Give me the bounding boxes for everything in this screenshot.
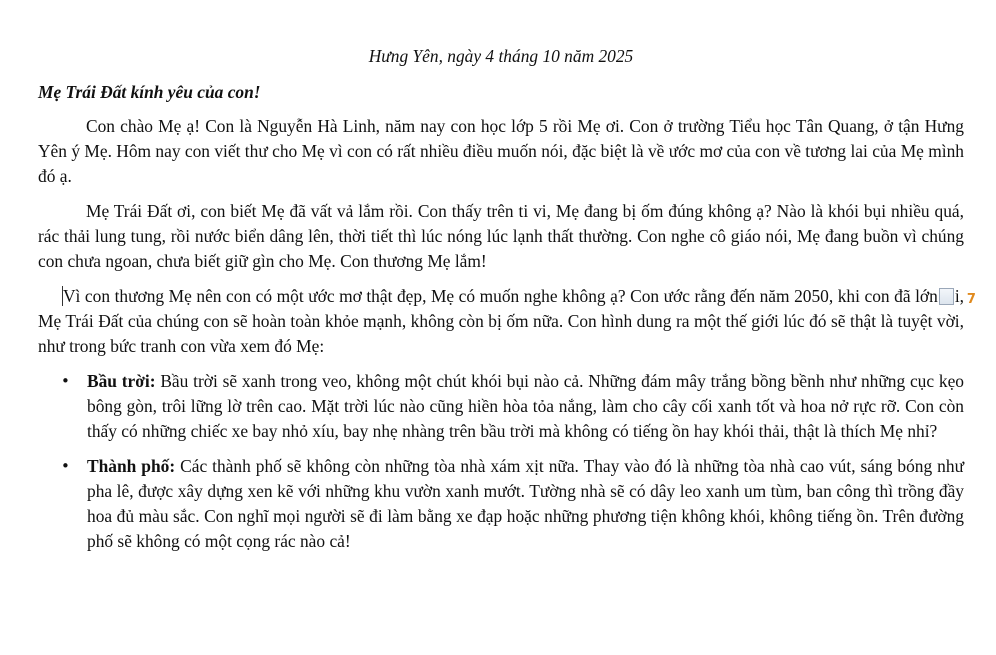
paragraph-dream-part-2: Mẹ Trái Đất của chúng con sẽ hoàn toàn khỏe mạnh, không còn bị ốm nữa. Con hình dung ra một thế giới lúc đó sẽ thật là tuyệt vời, như trong bức tranh con vừa xem đó Mẹ:	[38, 311, 964, 356]
keycap-seven-icon	[939, 288, 954, 305]
letter-salutation: Mẹ Trái Đất kính yêu của con!	[38, 82, 261, 102]
list-item-term: Bầu trời:	[87, 371, 156, 391]
list-item-text: Các thành phố sẽ không còn những tòa nhà xám xịt nữa. Thay vào đó là những tòa nhà cao vút, sáng bóng như pha lê, được xây dựng xen kẽ với những khu vườn xanh mướt. Tường nhà sẽ có dây leo xanh um tùm, ban công thì trồng đầy hoa đủ màu sắc. Con nghĩ mọi người sẽ đi làm bằng xe đạp hoặc những phương tiện không khói, không tiếng ồn. Trên đường phố sẽ không có một cọng rác nào cả!	[87, 456, 964, 551]
paragraph-earth-sick: Mẹ Trái Đất ơi, con biết Mẹ đã vất vả lắm rồi. Con thấy trên ti vi, Mẹ đang bị ốm đúng không ạ? Nào là khói bụi nhiều quá, rác thải lung tung, rồi nước biển dâng lên, thời tiết thì lúc nóng lúc lạnh thất thường. Con nghe cô giáo nói, Mẹ đang buồn vì chúng con chưa ngoan, chưa biết giữ gìn cho Mẹ. Con thương Mẹ lắm!	[38, 201, 964, 271]
paragraph-dream	[38, 284, 964, 359]
list-item-text: Bầu trời sẽ xanh trong veo, không một chút khói bụi nào cả. Những đám mây trắng bồng bềnh như những cục kẹo bông gòn, trôi lững lờ trên cao. Mặt trời lúc nào cũng hiền hòa tỏa nắng, làm cho cây cối xanh tốt và hoa nở rực rỡ. Con còn thấy có những chiếc xe bay nhỏ xíu, bay nhẹ nhàng trên bầu trời mà không có tiếng ồn hay khói thải, thật là thích Mẹ nhỉ?	[87, 371, 964, 441]
list-item-term: Thành phố:	[87, 456, 176, 476]
document-page	[38, 40, 964, 564]
dream-list	[38, 369, 964, 554]
paragraph-introduction: Con chào Mẹ ạ! Con là Nguyễn Hà Linh, năm nay con học lớp 5 rồi Mẹ ơi. Con ở trường Tiểu học Tân Quang, ở tận Hưng Yên ý Mẹ. Hôm nay con viết thư cho Mẹ vì con có rất nhiều điều muốn nói, đặc biệt là về ước mơ của con về tương lai của Mẹ mình đó ạ.	[38, 116, 964, 186]
letter-date: Hưng Yên, ngày 4 tháng 10 năm 2025	[368, 46, 634, 66]
list-item-city	[87, 454, 964, 554]
paragraph-dream-part-1: Vì con thương Mẹ nên con có một ước mơ thật đẹp, Mẹ có muốn nghe không ạ? Con ước rằng đến năm 2050, khi con đã lớn	[63, 286, 938, 306]
list-item-sky	[87, 369, 964, 444]
